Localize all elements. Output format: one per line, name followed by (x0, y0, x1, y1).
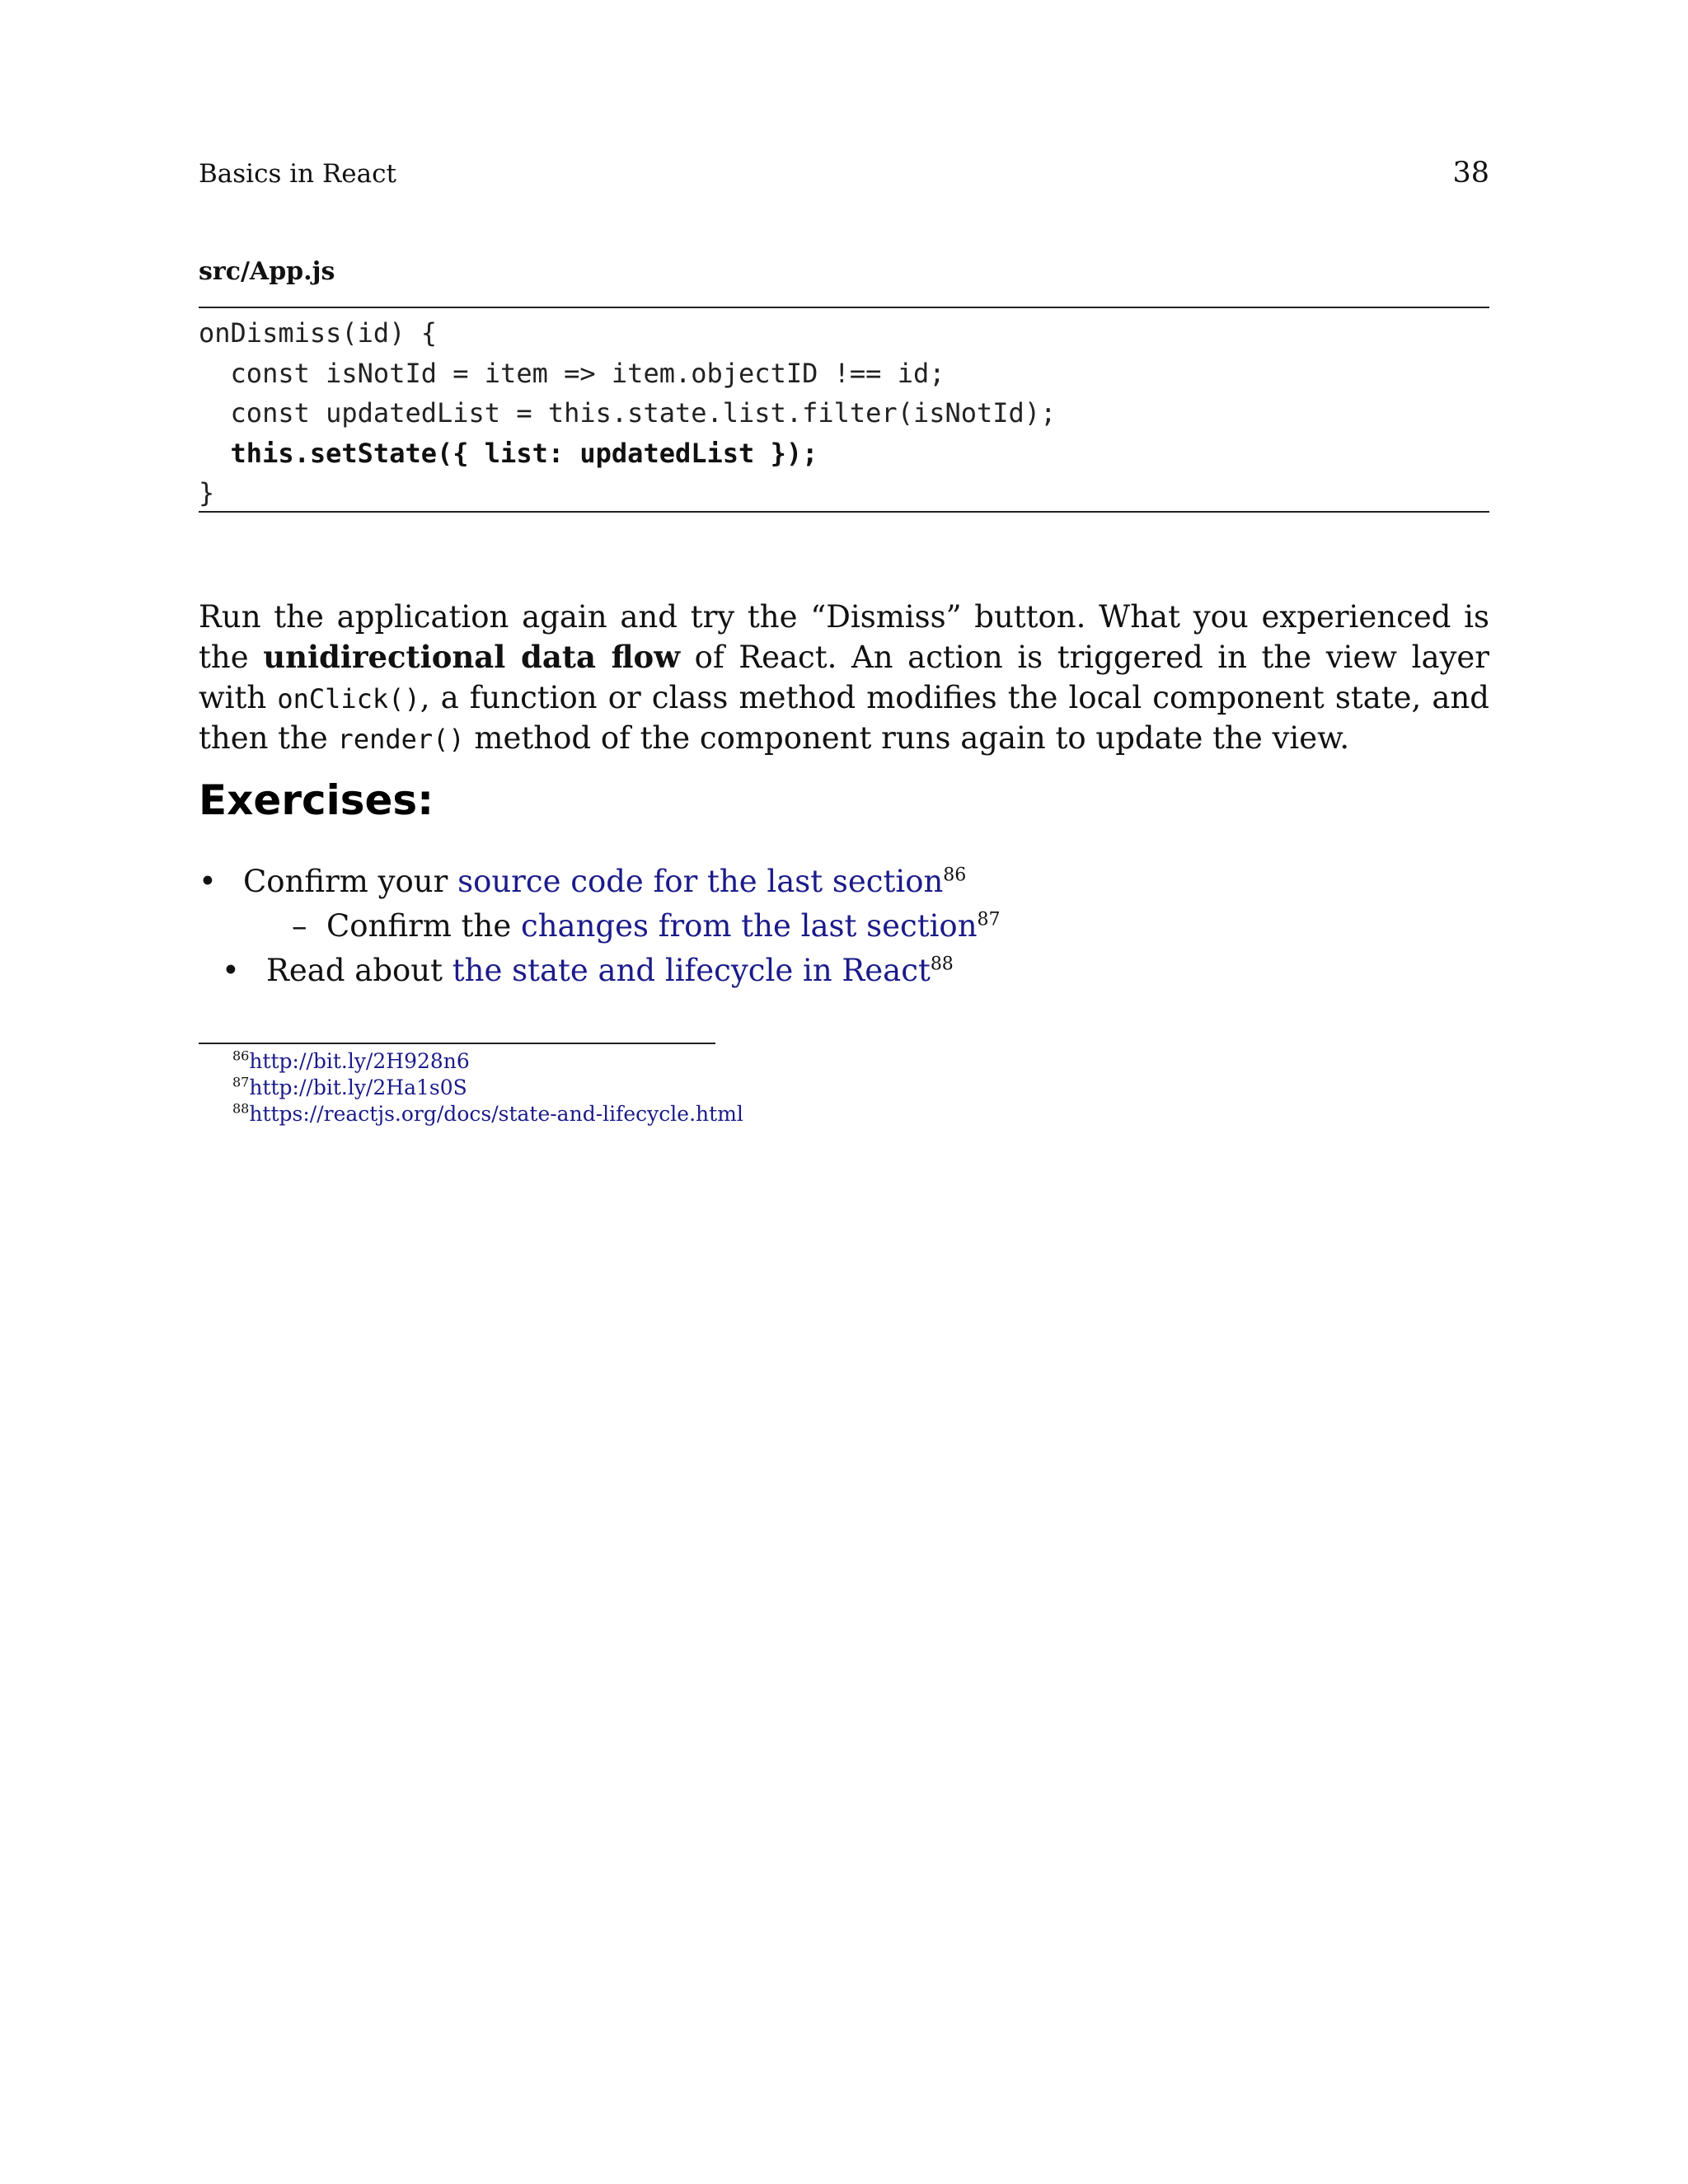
list-item-text: Confirm the (326, 908, 521, 944)
exercises-heading: Exercises: (199, 776, 434, 824)
footnote (232, 1048, 743, 1075)
footnotes (232, 1048, 743, 1127)
footnote-divider (199, 1043, 715, 1044)
list-item (292, 908, 1001, 944)
bullet-icon: • (222, 953, 240, 988)
inline-code: render() (337, 723, 465, 755)
footnote-url-link[interactable]: http://bit.ly/2Ha1s0S (249, 1076, 467, 1099)
list-item-text: Read about (266, 953, 452, 988)
paragraph-text: method of the component runs again to update the view. (464, 719, 1350, 756)
code-block (199, 307, 1489, 513)
source-code-link[interactable]: source code for the last section (457, 864, 944, 899)
code-line: const isNotId = item => item.objectID !== id; (199, 357, 945, 389)
footnote-url-link[interactable]: https://reactjs.org/docs/state-and-lifecycle.html (249, 1102, 743, 1126)
list-item (222, 953, 954, 988)
footnote-number: 86 (232, 1047, 250, 1064)
paragraph-text: Run the application again and try the “Dismiss” button. What you experienced is the (199, 599, 1489, 676)
list-item (199, 864, 967, 899)
footnote-url-link[interactable]: http://bit.ly/2H928n6 (249, 1049, 470, 1073)
paragraph-text: of React. An action is triggered in the view layer with (199, 640, 1489, 715)
paragraph-bold-term: unidirectional data flow (263, 639, 681, 676)
footnote-number: 88 (232, 1100, 250, 1117)
bullet-icon: • (199, 864, 217, 899)
footnote (232, 1101, 743, 1127)
running-header (199, 157, 1489, 190)
footnote-ref[interactable]: 88 (930, 954, 954, 975)
page-number: 38 (1452, 157, 1489, 190)
inline-code: onClick() (277, 682, 420, 715)
state-lifecycle-link[interactable]: the state and lifecycle in React (452, 953, 931, 988)
code-line-highlighted: this.setState({ list: updatedList }); (199, 437, 818, 469)
footnote-ref[interactable]: 87 (977, 909, 1001, 930)
footnote-number: 87 (232, 1074, 250, 1090)
code-line: } (199, 477, 215, 509)
code-line: onDismiss(id) { (199, 317, 437, 349)
chapter-title: Basics in React (199, 159, 396, 189)
dash-icon: – (292, 908, 307, 944)
changes-link[interactable]: changes from the last section (520, 908, 978, 944)
list-item-text: Confirm your (243, 864, 458, 899)
code-filename: src/App.js (199, 257, 335, 286)
code-line: const updatedList = this.state.list.filter(isNotId); (199, 397, 1057, 429)
paragraph-text: , a function or class method modifies the local component state, and then the (199, 679, 1489, 756)
body-paragraph (199, 598, 1489, 759)
footnote-ref[interactable]: 86 (943, 865, 967, 886)
footnote (232, 1075, 743, 1101)
